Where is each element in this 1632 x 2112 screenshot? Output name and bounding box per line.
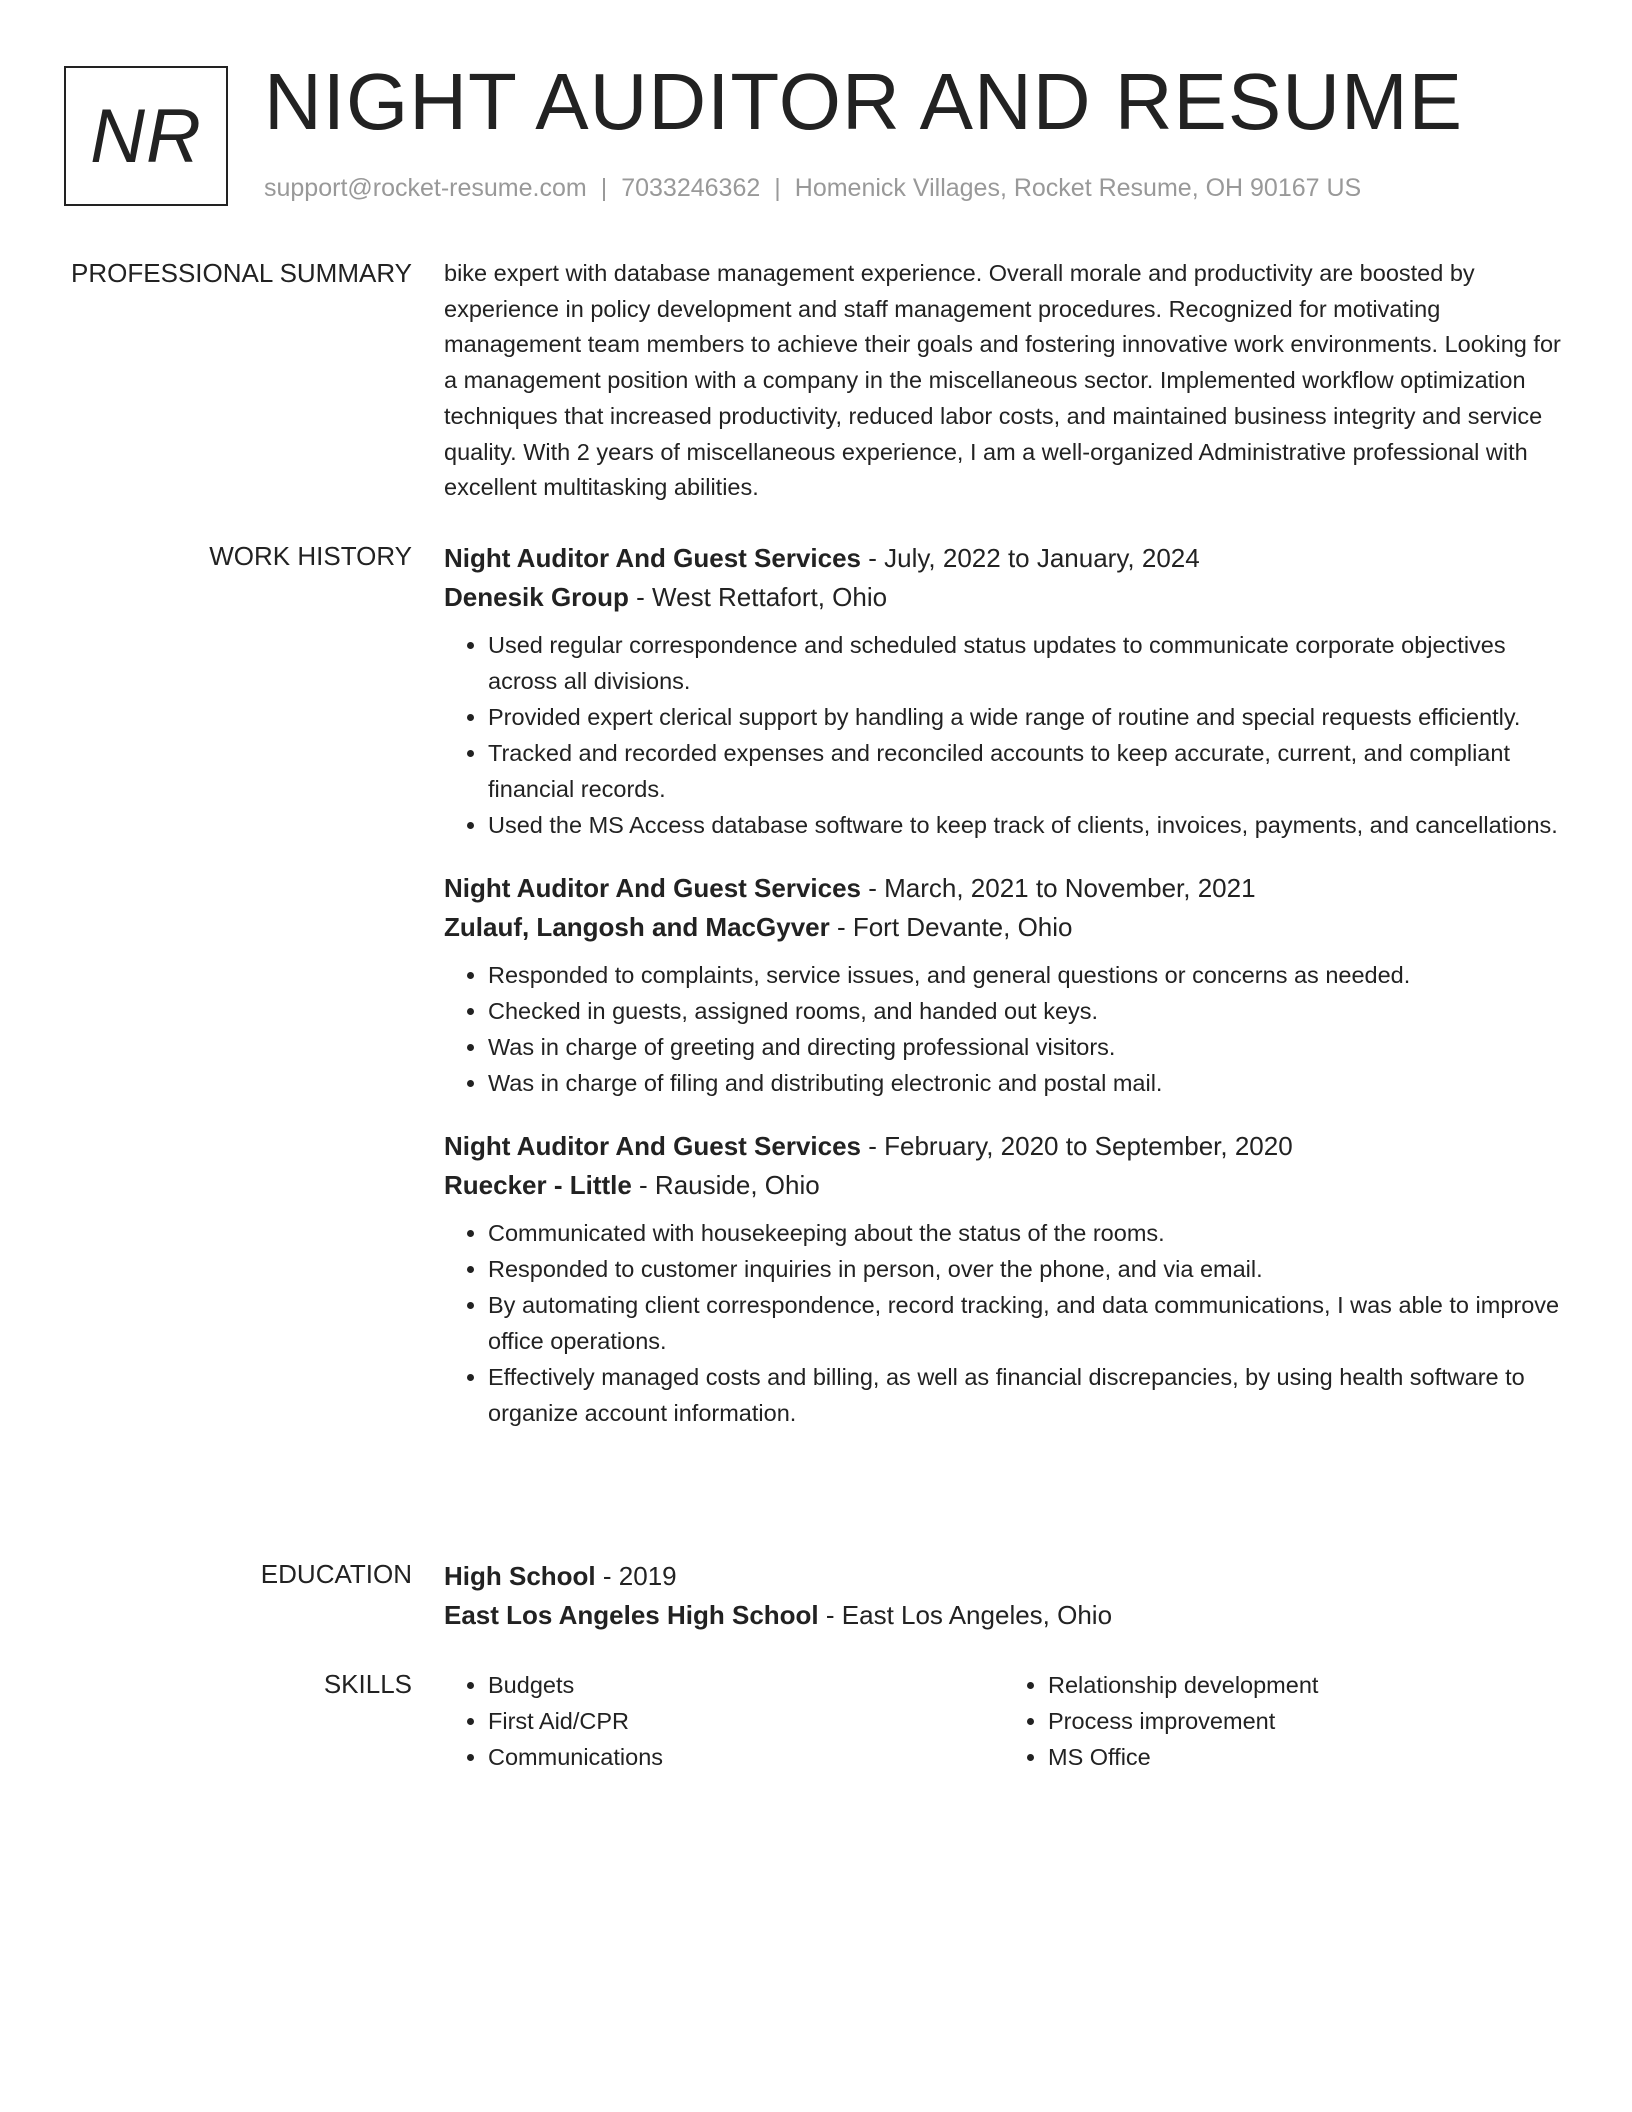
job-dates: - July, 2022 to January, 2024 (861, 543, 1200, 573)
monogram: NR (64, 66, 228, 206)
contact-line (264, 174, 1361, 203)
job-title-line (444, 1127, 1564, 1166)
contact-address: Homenick Villages, Rocket Resume, OH 90167 US (794, 174, 1362, 202)
education-degree-line (444, 1557, 1564, 1596)
section-label-work: WORK HISTORY (209, 541, 412, 571)
skill-item: • Budgets (488, 1667, 1004, 1703)
job-dates: - February, 2020 to September, 2020 (861, 1131, 1293, 1161)
job-entry (444, 539, 1564, 843)
skills-list-right (1004, 1667, 1564, 1775)
education-degree: High School (444, 1561, 596, 1591)
section-label-skills: SKILLS (323, 1669, 412, 1699)
job-company: Ruecker - Little (444, 1170, 632, 1200)
separator: | (600, 174, 608, 202)
job-location: - Rauside, Ohio (631, 1170, 820, 1200)
skills-columns (444, 1667, 1564, 1775)
education-school: East Los Angeles High School (444, 1600, 819, 1630)
job-title: Night Auditor And Guest Services (444, 1131, 862, 1161)
job-location: - West Rettafort, Ohio (628, 582, 888, 612)
job-company: Denesik Group (444, 582, 629, 612)
job-title-line (444, 539, 1564, 578)
education-year: - 2019 (595, 1561, 677, 1591)
skill-item: • MS Office (1048, 1739, 1564, 1775)
job-bullets (444, 1215, 1564, 1431)
list-item: • Responded to complaints, service issues, and general questions or concerns as needed. (488, 957, 1564, 993)
list-item: • Provided expert clerical support by handling a wide range of routine and special requests efficiently. (488, 699, 1564, 735)
list-item: • Tracked and recorded expenses and reconciled accounts to keep accurate, current, and compliant financial records. (488, 735, 1564, 807)
education-location: - East Los Angeles, Ohio (818, 1600, 1113, 1630)
job-company: Zulauf, Langosh and MacGyver (444, 912, 830, 942)
contact-email[interactable]: support@rocket-resume.com (264, 174, 587, 202)
job-entry (444, 1127, 1564, 1431)
separator: | (774, 174, 781, 202)
skill-item: • Process improvement (1048, 1703, 1564, 1739)
job-location: - Fort Devante, Ohio (829, 912, 1073, 942)
contact-phone[interactable]: 7033246362 (621, 174, 761, 202)
section-label-education: EDUCATION (260, 1559, 412, 1589)
job-entry (444, 869, 1564, 1101)
job-company-line (444, 1166, 1564, 1205)
job-bullets (444, 957, 1564, 1101)
job-company-line (444, 908, 1564, 947)
skill-item: • Relationship development (1048, 1667, 1564, 1703)
list-item: • Responded to customer inquiries in person, over the phone, and via email. (488, 1251, 1564, 1287)
job-bullets (444, 627, 1564, 843)
list-item: • Effectively managed costs and billing, as well as financial discrepancies, by using health software to organize account information. (488, 1359, 1564, 1431)
list-item: • By automating client correspondence, record tracking, and data communications, I was able to improve office operations. (488, 1287, 1564, 1359)
list-item: • Used regular correspondence and scheduled status updates to communicate corporate objectives across all divisions. (488, 627, 1564, 699)
list-item: • Was in charge of filing and distributing electronic and postal mail. (488, 1065, 1564, 1101)
skill-item: • Communications (488, 1739, 1004, 1775)
job-company-line (444, 578, 1564, 617)
job-title-line (444, 869, 1564, 908)
list-item: • Used the MS Access database software to keep track of clients, invoices, payments, and cancellations. (488, 807, 1564, 843)
list-item: • Checked in guests, assigned rooms, and handed out keys. (488, 993, 1564, 1029)
skill-item: • First Aid/CPR (488, 1703, 1004, 1739)
job-title: Night Auditor And Guest Services (444, 543, 862, 573)
list-item: • Was in charge of greeting and directing professional visitors. (488, 1029, 1564, 1065)
job-dates: - March, 2021 to November, 2021 (861, 873, 1256, 903)
page-title: NIGHT AUDITOR AND RESUME (264, 57, 1463, 146)
job-title: Night Auditor And Guest Services (444, 873, 862, 903)
list-item: • Communicated with housekeeping about the status of the rooms. (488, 1215, 1564, 1251)
section-label-summary: PROFESSIONAL SUMMARY (71, 258, 412, 288)
skills-list-left (444, 1667, 1004, 1775)
summary-text: bike expert with database management experience. Overall morale and productivity are boosted by experience in policy development and staff management procedures. Recognized for motivating management team members to achieve their goals and fostering innovative work environments. Looking for a management position with a company in the miscellaneous sector. Implemented workflow optimization techniques that increased productivity, reduced labor costs, and maintained business integrity and service quality. With 2 years of miscellaneous experience, I am a well-organized Administrative professional with excellent multitasking abilities. (444, 260, 1561, 501)
education-school-line (444, 1596, 1564, 1635)
